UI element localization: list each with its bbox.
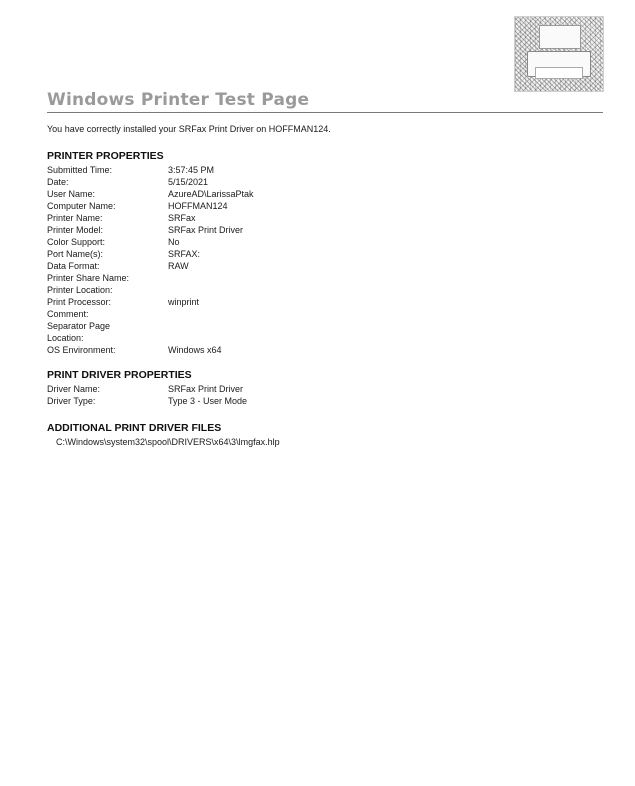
property-row <box>47 224 254 236</box>
additional-print-driver-files-heading: ADDITIONAL PRINT DRIVER FILES <box>47 422 222 434</box>
property-value: SRFAX: <box>168 249 201 259</box>
property-label: Separator Page <box>47 321 111 331</box>
property-label: Printer Name: <box>47 213 103 223</box>
property-row <box>47 176 254 188</box>
property-value: HOFFMAN124 <box>168 201 228 211</box>
property-row <box>47 344 254 356</box>
print-driver-properties-heading: PRINT DRIVER PROPERTIES <box>47 369 192 381</box>
intro-text: You have correctly installed your SRFax Print Driver on HOFFMAN124. <box>47 124 331 134</box>
property-value: SRFax Print Driver <box>168 225 244 235</box>
property-label: User Name: <box>47 189 96 199</box>
property-value: winprint <box>168 297 200 307</box>
property-label: Port Name(s): <box>47 249 104 259</box>
property-value: 3:57:45 PM <box>168 165 215 175</box>
property-label: Submitted Time: <box>47 165 113 175</box>
property-row <box>47 395 247 407</box>
property-row <box>47 248 254 260</box>
property-row <box>47 383 247 395</box>
printer-test-logo <box>514 16 604 92</box>
property-label: Computer Name: <box>47 201 116 211</box>
printer-properties-heading: PRINTER PROPERTIES <box>47 150 164 162</box>
property-label: Driver Name: <box>47 384 101 394</box>
property-label: Location: <box>47 333 84 343</box>
printer-icon <box>539 25 581 49</box>
property-label: Printer Model: <box>47 225 104 235</box>
property-row <box>47 188 254 200</box>
page-title: Windows Printer Test Page <box>47 90 310 110</box>
property-value: No <box>168 237 180 247</box>
property-row <box>47 200 254 212</box>
property-value: Type 3 - User Mode <box>168 396 248 406</box>
property-value: AzureAD\LarissaPtak <box>168 189 254 199</box>
printer-properties-list <box>47 164 254 356</box>
property-value: Windows x64 <box>168 345 222 355</box>
property-row <box>47 308 254 320</box>
property-value: SRFax Print Driver <box>168 384 244 394</box>
property-label: Printer Location: <box>47 285 113 295</box>
property-row <box>47 236 254 248</box>
property-row <box>47 260 254 272</box>
property-row <box>47 332 254 344</box>
property-row <box>47 296 254 308</box>
driver-file-path: C:\Windows\system32\spool\DRIVERS\x64\3\lmgfax.hlp <box>56 437 280 447</box>
property-label: Printer Share Name: <box>47 273 130 283</box>
property-row <box>47 272 254 284</box>
title-divider <box>47 112 603 113</box>
property-value: SRFax <box>168 213 196 223</box>
property-label: OS Environment: <box>47 345 116 355</box>
printer-tray-shape <box>535 67 583 79</box>
property-label: Comment: <box>47 309 89 319</box>
property-label: Data Format: <box>47 261 100 271</box>
property-value: RAW <box>168 261 189 271</box>
print-driver-properties-list <box>47 383 247 407</box>
property-label: Color Support: <box>47 237 106 247</box>
property-label: Driver Type: <box>47 396 96 406</box>
property-row <box>47 164 254 176</box>
property-row <box>47 284 254 296</box>
property-value: 5/15/2021 <box>168 177 209 187</box>
property-row <box>47 320 254 332</box>
property-label: Print Processor: <box>47 297 112 307</box>
property-row <box>47 212 254 224</box>
property-label: Date: <box>47 177 69 187</box>
